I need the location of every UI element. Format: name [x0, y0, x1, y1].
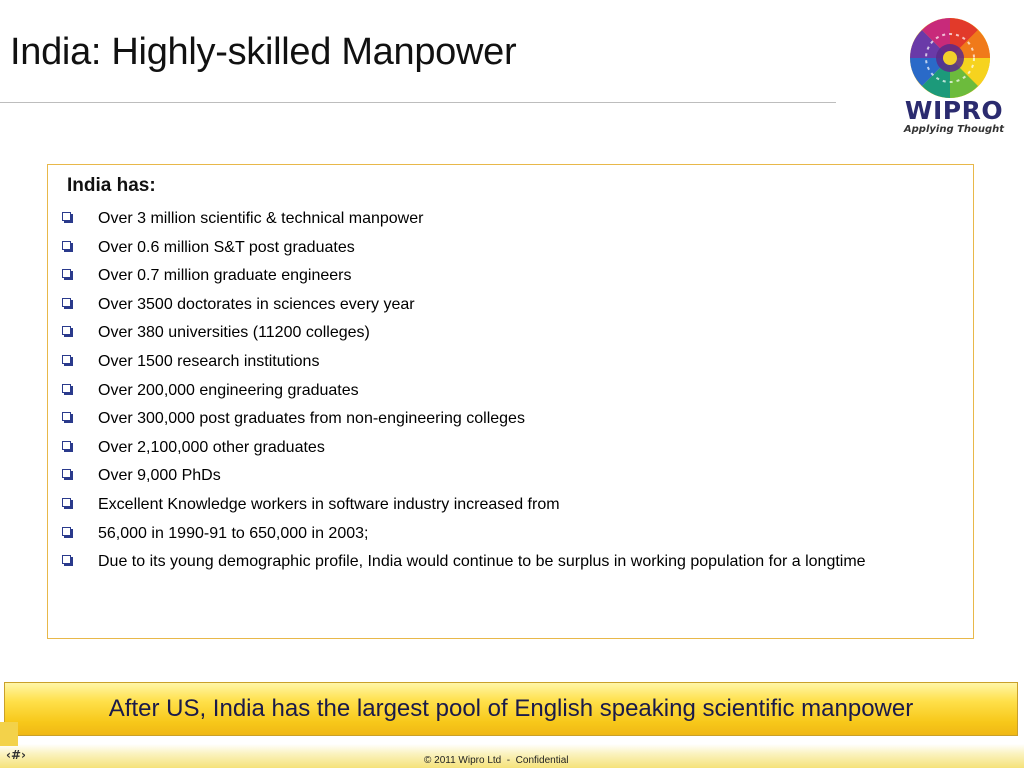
list-item [58, 379, 933, 403]
content-box [47, 164, 974, 639]
list-item-text: Over 1500 research institutions [98, 352, 320, 370]
list-item-text: Over 3500 doctorates in sciences every year [98, 295, 415, 313]
content-heading: India has: [67, 175, 156, 196]
list-item [58, 522, 933, 546]
list-item-text: Over 380 universities (11200 colleges) [98, 324, 370, 342]
list-item [58, 464, 933, 488]
hollow-square-bullet-icon [62, 269, 71, 278]
hollow-square-bullet-icon [62, 555, 71, 564]
hollow-square-bullet-icon [62, 355, 71, 364]
hollow-square-bullet-icon [62, 212, 71, 221]
list-item [58, 550, 933, 574]
list-item [58, 321, 933, 345]
list-item [58, 350, 933, 374]
list-item-text: 56,000 in 1990-91 to 650,000 in 2003; [98, 524, 369, 542]
slide-number: ‹#› [6, 748, 26, 762]
hollow-square-bullet-icon [62, 498, 71, 507]
slide-title: India: Highly-skilled Manpower [10, 31, 517, 73]
wipro-logo [896, 12, 1008, 140]
list-item-text: Over 9,000 PhDs [98, 467, 221, 485]
list-item-text: Due to its young demographic profile, India would continue to be surplus in working population for a longtime [98, 553, 866, 571]
hollow-square-bullet-icon [62, 384, 71, 393]
list-item [58, 407, 933, 431]
title-divider [0, 102, 836, 103]
hollow-square-bullet-icon [62, 412, 71, 421]
list-item [58, 264, 933, 288]
hollow-square-bullet-icon [62, 527, 71, 536]
hollow-square-bullet-icon [62, 469, 71, 478]
list-item [58, 493, 933, 517]
logo-tagline: Applying Thought [903, 124, 1005, 135]
hollow-square-bullet-icon [62, 441, 71, 450]
logo-wordmark: WIPRO [904, 96, 1004, 125]
list-item-text: Over 0.6 million S&T post graduates [98, 238, 355, 256]
footer-copyright: © 2011 Wipro Ltd - Confidential [424, 755, 569, 766]
hollow-square-bullet-icon [62, 298, 71, 307]
highlight-banner [4, 682, 1018, 736]
footer-accent-tab [0, 722, 18, 746]
rainbow-flower-icon [904, 14, 996, 102]
banner-text: After US, India has the largest pool of English speaking scientific manpower [108, 695, 914, 722]
list-item-text: Excellent Knowledge workers in software industry increased from [98, 495, 560, 513]
list-item [58, 436, 933, 460]
list-item [58, 293, 933, 317]
list-item [58, 207, 933, 231]
list-item-text: Over 0.7 million graduate engineers [98, 267, 352, 285]
list-item-text: Over 2,100,000 other graduates [98, 438, 325, 456]
hollow-square-bullet-icon [62, 241, 71, 250]
bullet-list [58, 207, 933, 579]
list-item-text: Over 300,000 post graduates from non-engineering colleges [98, 410, 525, 428]
list-item-text: Over 3 million scientific & technical manpower [98, 210, 424, 227]
list-item [58, 236, 933, 260]
hollow-square-bullet-icon [62, 326, 71, 335]
list-item-text: Over 200,000 engineering graduates [98, 381, 359, 399]
